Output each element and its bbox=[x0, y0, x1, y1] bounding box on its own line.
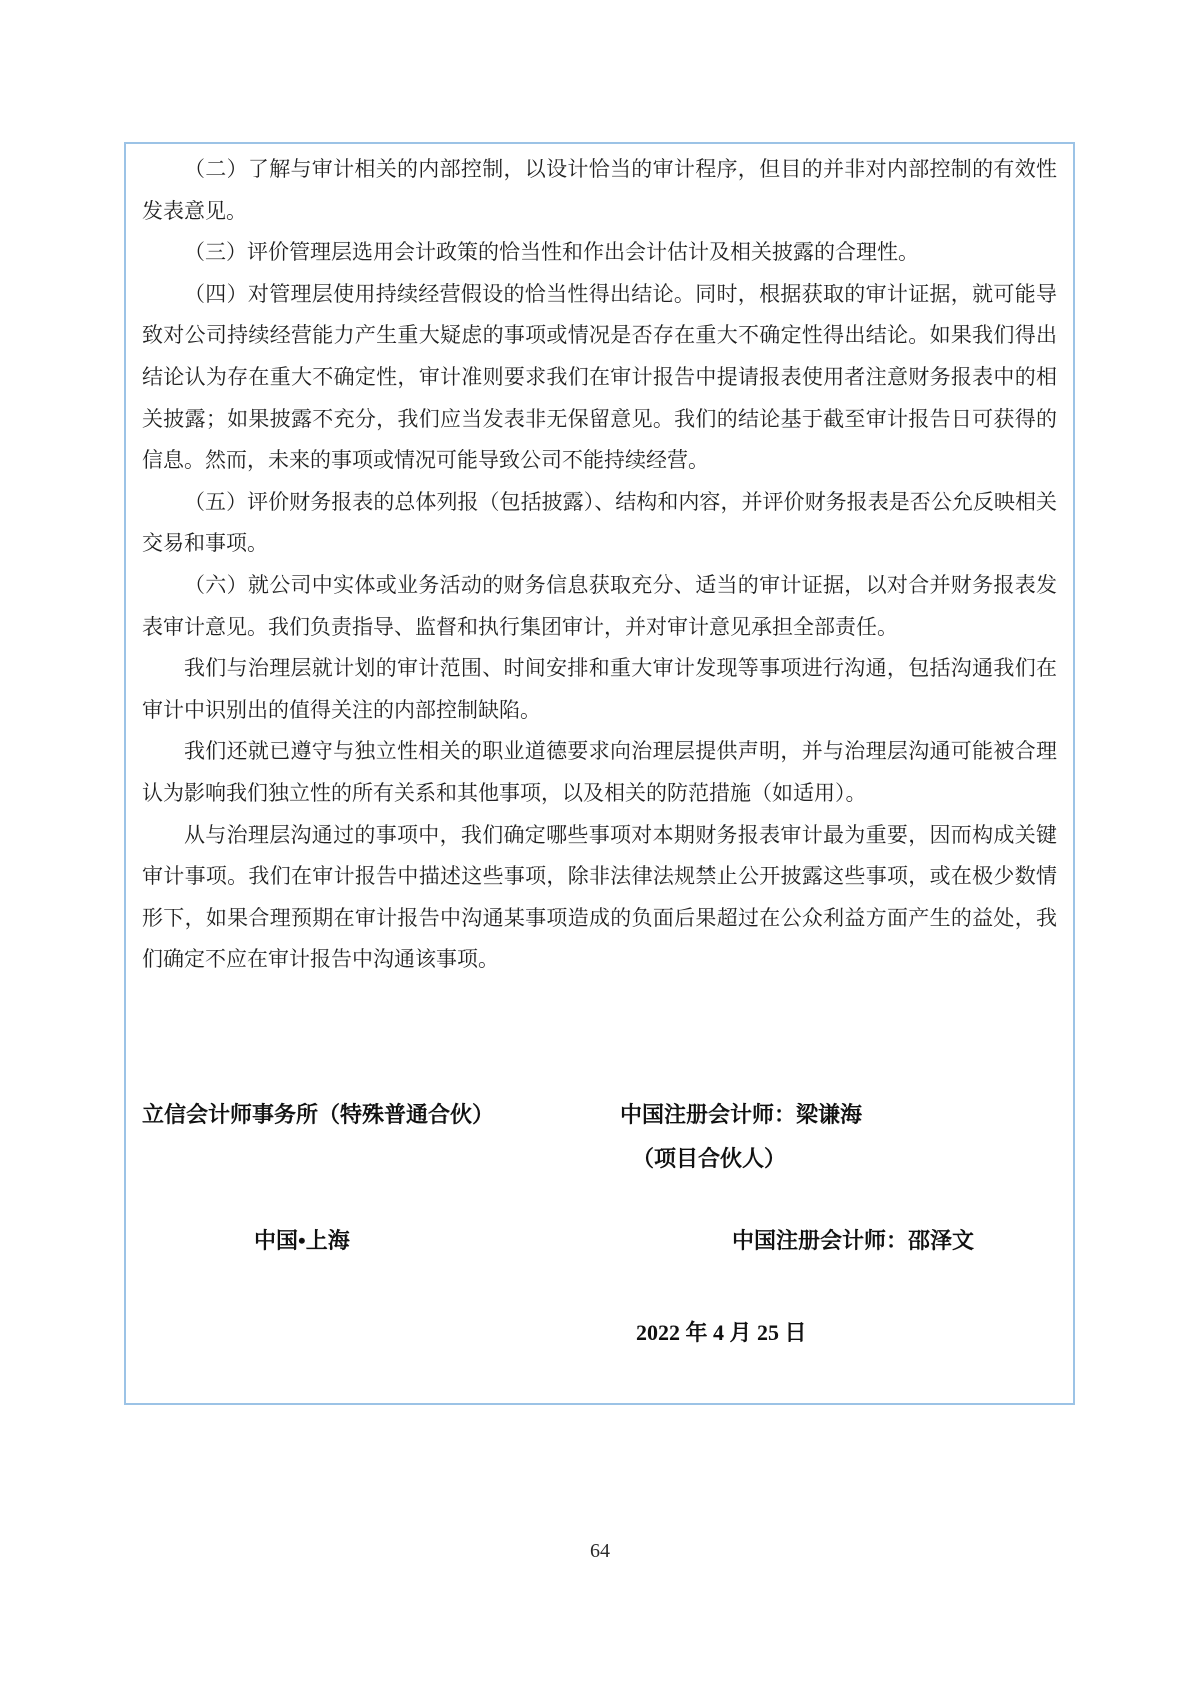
report-date: 2022 年 4 月 25 日 bbox=[636, 1319, 807, 1345]
paragraph: （二）了解与审计相关的内部控制，以设计恰当的审计程序，但目的并非对内部控制的有效性发表意见。 bbox=[142, 157, 1057, 223]
paragraph: （四）对管理层使用持续经营假设的恰当性得出结论。同时，根据获取的审计证据，就可能导致对公司持续经营能力产生重大疑虑的事项或情况是否存在重大不确定性得出结论。如果我们得出结论认为存在重大不确定性，审计准则要求我们在审计报告中提请报表使用者注意财务报表中的相关披露；如果披露不充分，我们应当发表非无保留意见。我们的结论基于截至审计报告日可获得的信息。然而，未来的事项或情况可能导致公司不能持续经营。 bbox=[142, 281, 1057, 473]
signature-block bbox=[142, 1093, 1057, 1355]
cpa-1-name: 中国注册会计师：梁谦海 bbox=[620, 1101, 863, 1127]
firm-location: 中国•上海 bbox=[254, 1227, 350, 1253]
paragraph: 我们还就已遵守与独立性相关的职业道德要求向治理层提供声明，并与治理层沟通可能被合理认为影响我们独立性的所有关系和其他事项，以及相关的防范措施（如适用）。 bbox=[142, 739, 1057, 805]
paragraph: （五）评价财务报表的总体列报（包括披露）、结构和内容，并评价财务报表是否公允反映相关交易和事项。 bbox=[142, 489, 1057, 556]
paragraph: （三）评价管理层选用会计政策的恰当性和作出会计估计及相关披露的合理性。 bbox=[184, 240, 919, 265]
cpa-1-role: （项目合伙人） bbox=[632, 1145, 787, 1171]
signature-row-location bbox=[142, 1219, 1057, 1263]
signature-row-firm bbox=[142, 1093, 1057, 1181]
signature-row-date bbox=[142, 1311, 1057, 1355]
paragraph: （六）就公司中实体或业务活动的财务信息获取充分、适当的审计证据，以对合并财务报表发表审计意见。我们负责指导、监督和执行集团审计，并对审计意见承担全部责任。 bbox=[142, 572, 1057, 639]
page-number: 64 bbox=[590, 1540, 610, 1562]
audit-firm-name: 立信会计师事务所（特殊普通合伙） bbox=[142, 1101, 495, 1127]
paragraph: 我们与治理层就计划的审计范围、时间安排和重大审计发现等事项进行沟通，包括沟通我们在审计中识别出的值得关注的内部控制缺陷。 bbox=[142, 656, 1057, 722]
paragraph: 从与治理层沟通过的事项中，我们确定哪些事项对本期财务报表审计最为重要，因而构成关键审计事项。我们在审计报告中描述这些事项，除非法律法规禁止公开披露这些事项，或在极少数情形下，如果合理预期在审计报告中沟通某事项造成的负面后果超过在公众利益方面产生的益处，我们确定不应在审计报告中沟通该事项。 bbox=[142, 822, 1057, 972]
cpa-1-block bbox=[620, 1093, 1057, 1181]
content-border-box bbox=[124, 142, 1075, 1405]
cpa-2-name: 中国注册会计师：邵泽文 bbox=[732, 1227, 975, 1253]
